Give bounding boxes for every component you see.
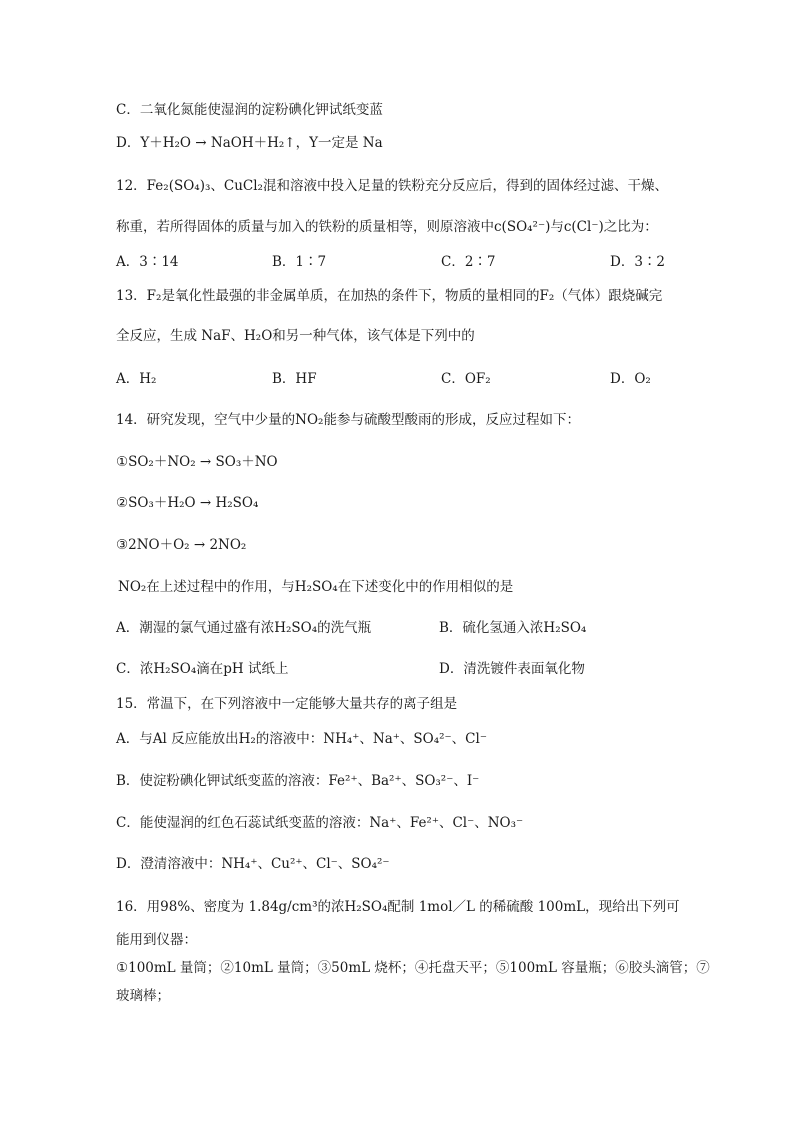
q16-stem-line1: 16．用98%、密度为 1.84g/cm³的浓H₂SO₄配制 1mol／L 的稀硫酸 100mL，现给出下列可	[116, 899, 680, 915]
q12-option-d: D．3∶2	[610, 254, 666, 270]
q13-option-a: A．H₂	[116, 371, 157, 387]
q14-option-c: C．浓H₂SO₄滴在pH 试纸上	[116, 661, 289, 677]
q12-stem-line1: 12．Fe₂(SO₄)₃、CuCl₂混和溶液中投入足量的铁粉充分反应后，得到的固体经过滤、干燥、	[116, 178, 668, 194]
q16-instruments-line1: ①100mL 量筒；②10mL 量筒；③50mL 烧杯；④托盘天平；⑤100mL 容量瓶；⑥胶头滴管；⑦	[116, 960, 710, 976]
q14-equation-3: ③2NO＋O₂ → 2NO₂	[116, 537, 247, 553]
q15-option-d: D．澄清溶液中：NH₄⁺、Cu²⁺、Cl⁻、SO₄²⁻	[116, 856, 390, 872]
q11-option-d	[116, 133, 383, 153]
q14-equation-2: ②SO₃＋H₂O → H₂SO₄	[116, 495, 259, 511]
q15-stem: 15．常温下，在下列溶液中一定能够大量共存的离子组是	[116, 696, 458, 712]
q14-option-d: D．清洗镀件表面氧化物	[439, 661, 585, 677]
q13-stem-line2: 全反应，生成 NaF、H₂O和另一种气体，该气体是下列中的	[116, 328, 475, 344]
q12-option-b: B．1∶7	[272, 254, 327, 270]
q14-intro: 14．研究发现，空气中少量的NO₂能参与硫酸型酸雨的形成，反应过程如下：	[116, 412, 580, 428]
q14-option-b: B．硫化氢通入浓H₂SO₄	[439, 620, 587, 636]
q11-option-d-equation: Y＋H₂O → NaOH＋H₂↑	[140, 135, 296, 151]
q13-option-b: B．HF	[272, 371, 317, 387]
q12-option-a: A．3∶14	[116, 254, 179, 270]
q12-option-c: C．2∶7	[441, 254, 496, 270]
q13-option-c: C．OF₂	[441, 371, 491, 387]
q14-equation-1: ①SO₂＋NO₂ → SO₃＋NO	[116, 454, 278, 470]
q16-instruments-line2: 玻璃棒；	[116, 988, 170, 1004]
q13-stem-line1: 13．F₂是氧化性最强的非金属单质，在加热的条件下，物质的量相同的F₂（气体）跟烧碱完	[116, 288, 663, 304]
q14-option-a: A．潮湿的氯气通过盛有浓H₂SO₄的洗气瓶	[116, 620, 372, 636]
q11-option-d-suffix: ，Y一定是 Na	[295, 135, 383, 151]
q11-option-c: C．二氧化氮能使湿润的淀粉碘化钾试纸变蓝	[116, 102, 383, 118]
q12-stem-line2: 称重，若所得固体的质量与加入的铁粉的质量相等，则原溶液中c(SO₄²⁻)与c(Cl⁻)之比为：	[116, 219, 658, 235]
q15-option-a: A．与Al 反应能放出H₂的溶液中：NH₄⁺、Na⁺、SO₄²⁻、Cl⁻	[116, 731, 487, 747]
q15-option-c: C．能使湿润的红色石蕊试纸变蓝的溶液：Na⁺、Fe²⁺、Cl⁻、NO₃⁻	[116, 815, 524, 831]
q15-option-b: B．使淀粉碘化钾试纸变蓝的溶液：Fe²⁺、Ba²⁺、SO₃²⁻、I⁻	[116, 773, 480, 789]
q13-option-d: D．O₂	[610, 371, 651, 387]
q14-question: NO₂在上述过程中的作用，与H₂SO₄在下述变化中的作用相似的是	[118, 579, 514, 595]
q11-option-d-prefix: D．	[116, 135, 141, 151]
q16-stem-line2: 能用到仪器：	[116, 932, 197, 948]
